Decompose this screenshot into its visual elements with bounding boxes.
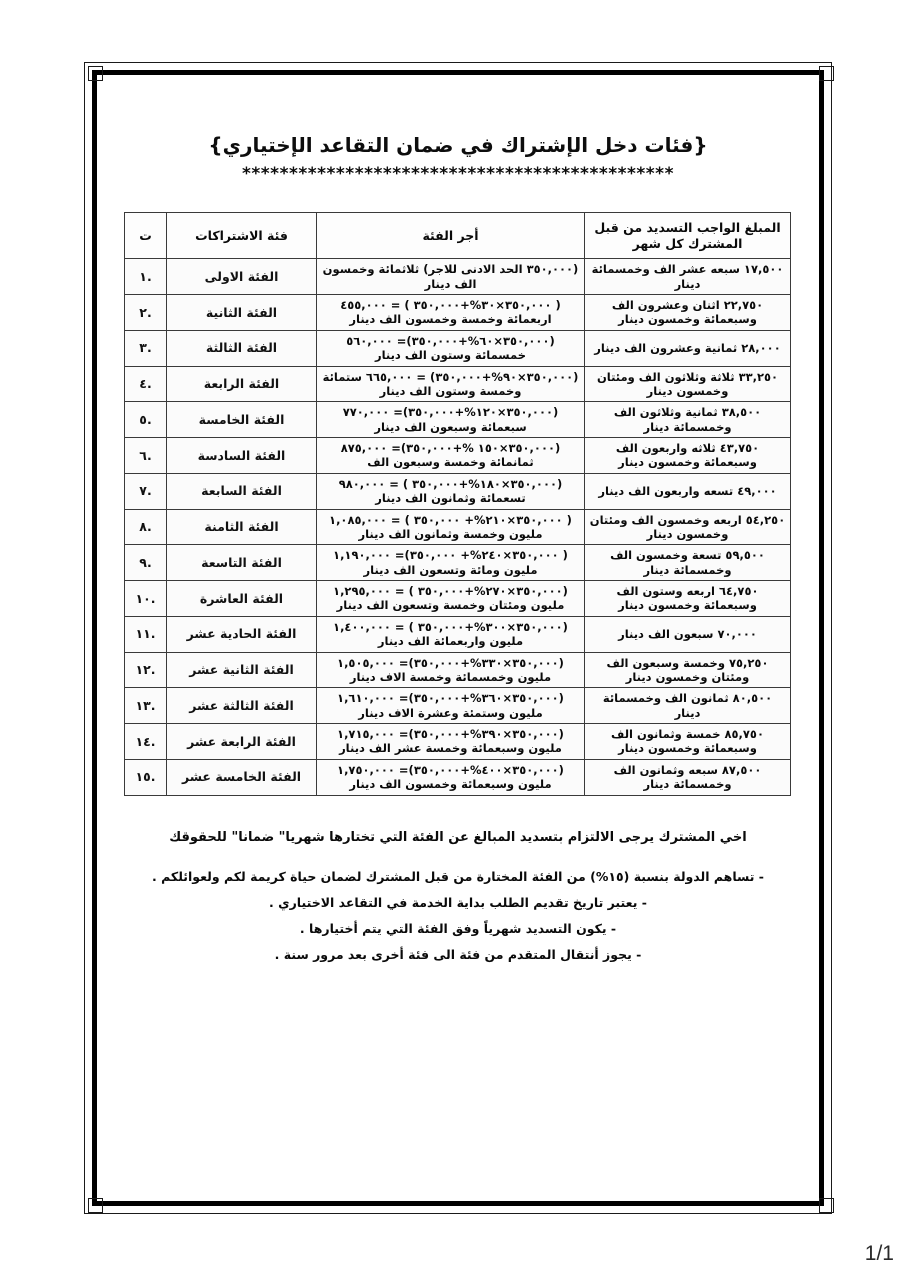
- cell-contribution-category: الفئة السادسة: [167, 438, 317, 474]
- cell-contribution-category: الفئة الثامنة: [167, 509, 317, 545]
- cell-index: ١٥.: [125, 759, 167, 795]
- cell-contribution-category: الفئة الثالثة: [167, 330, 317, 366]
- cell-index: ١٢.: [125, 652, 167, 688]
- cell-index: ١١.: [125, 616, 167, 652]
- cell-contribution-category: الفئة الحادية عشر: [167, 616, 317, 652]
- note-item: - يعتبر تاريخ تقديم الطلب بداية الخدمة في التقاعد الاختياري .: [269, 894, 647, 910]
- cell-monthly-amount: ٤٣,٧٥٠ ثلاثه واربعون الف وسبعمائة وخمسون دينار: [585, 438, 791, 474]
- cell-index: ٨.: [125, 509, 167, 545]
- column-header-category-wage: أجر الفئة: [317, 213, 585, 259]
- cell-category-wage: (٣٥٠,٠٠٠×٦٠%+٣٥٠,٠٠٠)= ٥٦٠,٠٠٠ خمسمائة وستون الف دينار: [317, 330, 585, 366]
- table-row: [125, 652, 791, 688]
- document-body: [100, 80, 816, 1196]
- table-row: [125, 616, 791, 652]
- cell-contribution-category: الفئة الخامسة عشر: [167, 759, 317, 795]
- cell-monthly-amount: ٨٥,٧٥٠ خمسة وثمانون الف وسبعمائة وخمسون دينار: [585, 724, 791, 760]
- cell-contribution-category: الفئة الاولى: [167, 259, 317, 295]
- cell-monthly-amount: ٥٤,٢٥٠ اربعه وخمسون الف ومئتان وخمسون دينار: [585, 509, 791, 545]
- table-row: [125, 473, 791, 509]
- table-row: [125, 759, 791, 795]
- cell-monthly-amount: ٢٢,٧٥٠ اثنان وعشرون الف وسبعمائة وخمسون دينار: [585, 295, 791, 331]
- note-item: - يكون التسديد شهرياً وفق الفئة التي يتم أختيارها .: [299, 920, 617, 936]
- cell-index: ١٣.: [125, 688, 167, 724]
- cell-monthly-amount: ٥٩,٥٠٠ تسعة وخمسون الف وخمسمائة دينار: [585, 545, 791, 581]
- cell-category-wage: (٣٥٠,٠٠٠×١٢٠%+٣٥٠,٠٠٠)= ٧٧٠,٠٠٠ سبعمائة وسبعون الف دينار: [317, 402, 585, 438]
- cell-category-wage: (٣٥٠,٠٠٠×٣٣٠%+٣٥٠,٠٠٠)= ١,٥٠٥,٠٠٠ مليون وخمسمائة وخمسة الاف دينار: [317, 652, 585, 688]
- cell-index: ٤.: [125, 366, 167, 402]
- table-row: [125, 366, 791, 402]
- cell-monthly-amount: ٨٧,٥٠٠ سبعه وثمانون الف وخمسمائة دينار: [585, 759, 791, 795]
- cell-monthly-amount: ٤٩,٠٠٠ تسعه واربعون الف دينار: [585, 473, 791, 509]
- cell-category-wage: ( ٣٥٠,٠٠٠×٣٠%+٣٥٠,٠٠٠ ) = ٤٥٥,٠٠٠ اربعمائة وخمسة وخمسون الف دينار: [317, 295, 585, 331]
- cell-contribution-category: الفئة العاشرة: [167, 581, 317, 617]
- cell-monthly-amount: ١٧,٥٠٠ سبعه عشر الف وخمسمائة دينار: [585, 259, 791, 295]
- fee-table-container: [125, 212, 791, 796]
- title-block: [100, 132, 816, 184]
- column-header-monthly-amount: المبلغ الواجب التسديد من قبل المشترك كل شهر: [585, 213, 791, 259]
- page-title: {فئات دخل الإشتراك في ضمان التقاعد الإختياري}: [208, 133, 708, 157]
- cell-monthly-amount: ٣٣,٢٥٠ ثلاثة وثلاثون الف ومئتان وخمسون دينار: [585, 366, 791, 402]
- table-row: [125, 295, 791, 331]
- cell-category-wage: (٣٥٠,٠٠٠×١٨٠%+٣٥٠,٠٠٠ ) = ٩٨٠,٠٠٠ تسعمائة وثمانون الف دينار: [317, 473, 585, 509]
- table-row: [125, 330, 791, 366]
- note-list: [110, 869, 806, 962]
- cell-monthly-amount: ٢٨,٠٠٠ ثمانية وعشرون الف دينار: [585, 330, 791, 366]
- cell-monthly-amount: ٧٠,٠٠٠ سبعون الف دينار: [585, 616, 791, 652]
- cell-index: ٢.: [125, 295, 167, 331]
- cell-index: ١٠.: [125, 581, 167, 617]
- cell-contribution-category: الفئة الثالثة عشر: [167, 688, 317, 724]
- cell-index: ٩.: [125, 545, 167, 581]
- table-row: [125, 259, 791, 295]
- note-lead-text: اخي المشترك يرجى الالتزام بتسديد المبالغ عن الفئة التي تختارها شهريا" ضمانا" للحقوقك: [169, 829, 747, 845]
- cell-monthly-amount: ٣٨,٥٠٠ ثمانية وثلاثون الف وخمسمائة دينار: [585, 402, 791, 438]
- cell-index: ٣.: [125, 330, 167, 366]
- corner-ornament-top-left: [88, 66, 103, 81]
- cell-category-wage: (٣٥٠,٠٠٠×٩٠%+٣٥٠,٠٠٠) = ٦٦٥,٠٠٠ ستمائة وخمسة وستون الف دينار: [317, 366, 585, 402]
- cell-contribution-category: الفئة الثانية عشر: [167, 652, 317, 688]
- cell-monthly-amount: ٦٤,٧٥٠ اربعه وستون الف وسبعمائة وخمسون دينار: [585, 581, 791, 617]
- cell-contribution-category: الفئة الرابعة: [167, 366, 317, 402]
- cell-contribution-category: الفئة الخامسة: [167, 402, 317, 438]
- table-row: [125, 402, 791, 438]
- column-header-contribution-category: فئة الاشتراكات: [167, 213, 317, 259]
- page-number: 1/1: [864, 1242, 894, 1265]
- cell-category-wage: ( ٣٥٠,٠٠٠×٢١٠%+ ٣٥٠,٠٠٠ ) = ١,٠٨٥,٠٠٠ مليون وخمسة وثمانون الف دينار: [317, 509, 585, 545]
- table-row: [125, 688, 791, 724]
- cell-category-wage: ( ٣٥٠,٠٠٠×٢٤٠%+ ٣٥٠,٠٠٠)= ١,١٩٠,٠٠٠ مليون ومائة وتسعون الف دينار: [317, 545, 585, 581]
- note-item: - يجوز أنتقال المتقدم من فئة الى فئة أخرى بعد مرور سنة .: [274, 946, 642, 962]
- cell-contribution-category: الفئة التاسعة: [167, 545, 317, 581]
- cell-contribution-category: الفئة السابعة: [167, 473, 317, 509]
- table-row: [125, 724, 791, 760]
- table-row: [125, 581, 791, 617]
- column-header-index: ت: [125, 213, 167, 259]
- cell-category-wage: (٣٥٠,٠٠٠×٣٠٠%+٣٥٠,٠٠٠ ) = ١,٤٠٠,٠٠٠ مليون واربعمائة الف دينار: [317, 616, 585, 652]
- table-row: [125, 438, 791, 474]
- notes-section: [110, 830, 806, 962]
- corner-ornament-bottom-right: [819, 1198, 834, 1213]
- cell-category-wage: (٣٥٠,٠٠٠×١٥٠ %+٣٥٠,٠٠٠)= ٨٧٥,٠٠٠ ثمانمائة وخمسة وسبعون الف: [317, 438, 585, 474]
- cell-monthly-amount: ٨٠,٥٠٠ ثمانون الف وخمسمائة دينار: [585, 688, 791, 724]
- cell-index: ٧.: [125, 473, 167, 509]
- contribution-fee-table: [124, 212, 791, 796]
- corner-ornament-top-right: [819, 66, 834, 81]
- note-item: - تساهم الدولة بنسبة (١٥%) من الفئة المختارة من قبل المشترك لضمان حياة كريمة لكم ولعوائلكم .: [152, 868, 764, 884]
- cell-index: ١٤.: [125, 724, 167, 760]
- table-header: [125, 213, 791, 259]
- cell-category-wage: (٣٥٠,٠٠٠×٤٠٠%+٣٥٠,٠٠٠)= ١,٧٥٠,٠٠٠ مليون وسبعمائة وخمسون الف دينار: [317, 759, 585, 795]
- table-header-row: [125, 213, 791, 259]
- cell-category-wage: (٣٥٠,٠٠٠×٣٩٠%+٣٥٠,٠٠٠)= ١,٧١٥,٠٠٠ مليون وسبعمائة وخمسة عشر الف دينار: [317, 724, 585, 760]
- table-row: [125, 509, 791, 545]
- cell-category-wage: (٣٥٠,٠٠٠×٢٧٠%+٣٥٠,٠٠٠ ) = ١,٢٩٥,٠٠٠ مليون ومئتان وخمسة وتسعون الف دينار: [317, 581, 585, 617]
- cell-index: ١.: [125, 259, 167, 295]
- cell-index: ٥.: [125, 402, 167, 438]
- corner-ornament-bottom-left: [88, 1198, 103, 1213]
- cell-monthly-amount: ٧٥,٢٥٠ وخمسة وسبعون الف ومئتان وخمسون دينار: [585, 652, 791, 688]
- cell-contribution-category: الفئة الرابعة عشر: [167, 724, 317, 760]
- table-row: [125, 545, 791, 581]
- cell-category-wage: (٣٥٠,٠٠٠×٣٦٠%+٣٥٠,٠٠٠)= ١,٦١٠,٠٠٠ مليون وستمئة وعشرة الاف دينار: [317, 688, 585, 724]
- cell-index: ٦.: [125, 438, 167, 474]
- table-body: [125, 259, 791, 795]
- cell-contribution-category: الفئة الثانية: [167, 295, 317, 331]
- title-divider: **********************************************: [242, 164, 674, 184]
- cell-category-wage: (٣٥٠,٠٠٠ الحد الادنى للاجر) ثلاثمائة وخمسون الف دينار: [317, 259, 585, 295]
